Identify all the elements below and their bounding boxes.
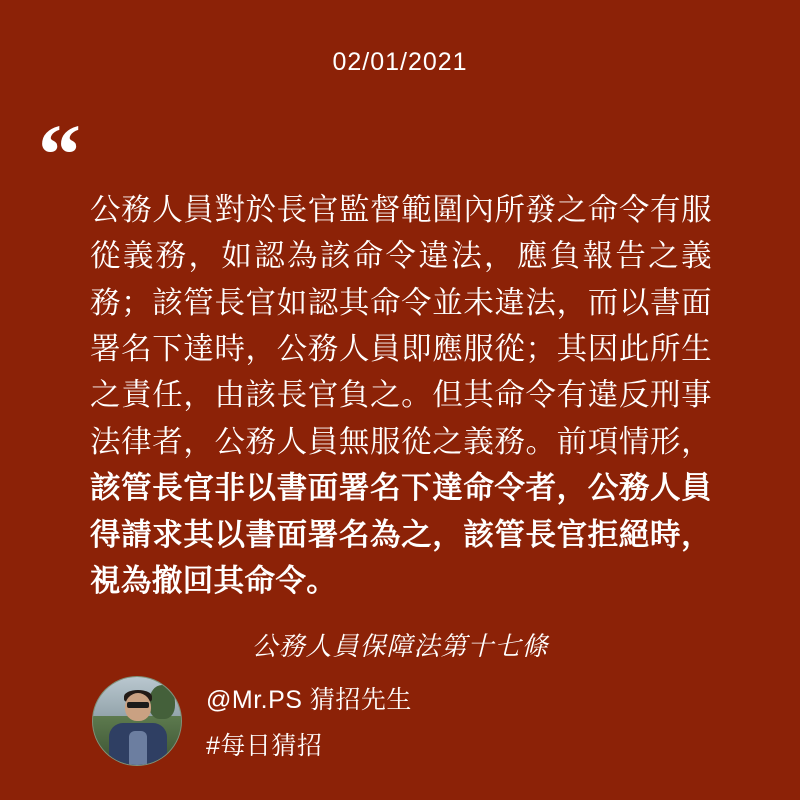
- avatar: [92, 676, 182, 766]
- avatar-background-tree: [149, 685, 175, 719]
- author-info: [182, 680, 412, 762]
- quote-text: [0, 181, 800, 604]
- author-footer: [92, 676, 412, 766]
- author-handle: @Mr.PS 猜招先生: [206, 686, 412, 714]
- author-hashtag: #每日猜招: [206, 732, 323, 760]
- quote-source: 公務人員保障法第十七條: [251, 632, 549, 662]
- date-label: 02/01/2021: [332, 48, 468, 76]
- quote-text-bold: 該管長官非以書面署名下達命令者，公務人員得請求其以書面署名為之，該管長官拒絕時，視為撤回其命令。: [90, 471, 712, 598]
- quote-mark-icon: “: [38, 106, 79, 202]
- avatar-person-glasses: [127, 702, 149, 708]
- avatar-person-shirt: [129, 731, 147, 765]
- quote-text-regular: 公務人員對於長官監督範圍內所發之命令有服從義務，如認為該命令違法，應負報告之義務；該管長官如認其命令並未違法，而以書面署名下達時，公務人員即應服從；其因此所生之責任，由該長官負之。但其命令有違反刑事法律者，公務人員無服從之義務。前項情形，: [90, 193, 712, 459]
